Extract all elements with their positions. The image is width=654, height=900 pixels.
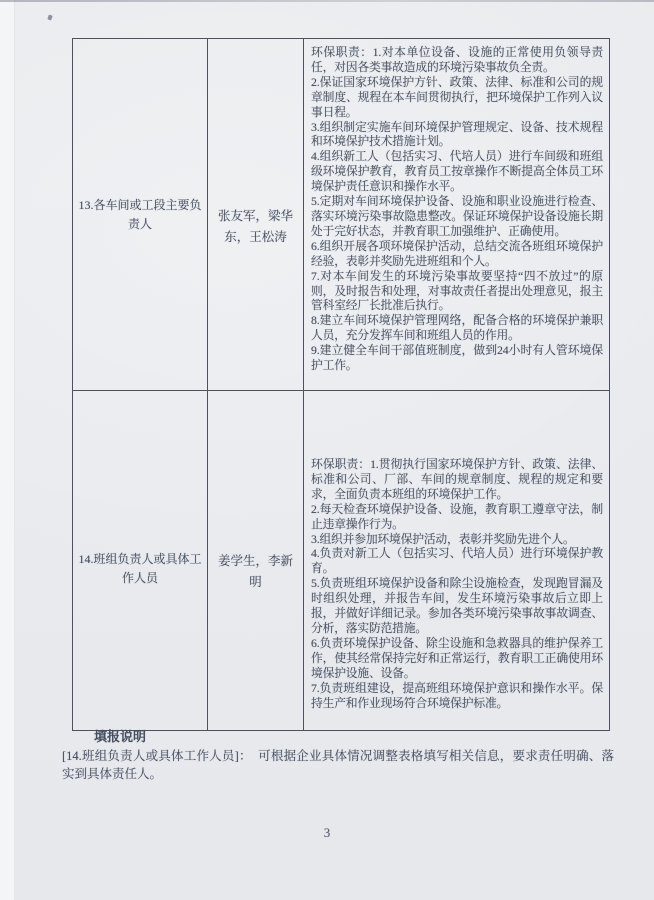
duty-item: 环保职责：1.对本单位设备、设施的正常使用负领导责任，对因各类事故造成的环境污染事故负全责。 bbox=[311, 45, 603, 74]
duties-list bbox=[311, 45, 603, 373]
table-row-14 bbox=[73, 391, 610, 731]
duty-item: 7.对本车间发生的环境污染事故要坚持“四不放过”的原则，及时报告和处理，对事故责任者提出处理意见，报主管科室经厂长批准后执行。 bbox=[311, 268, 603, 313]
scan-top-edge bbox=[0, 0, 654, 2]
notes-title: 填报说明 bbox=[94, 729, 147, 744]
filling-instructions bbox=[62, 729, 614, 783]
duties-cell-13 bbox=[304, 39, 610, 391]
duty-item: 2.保证国家环境保护方针、政策、法律、标准和公司的规章制度、规程在本车间贯彻执行，把环境保护工作列入议事日程。 bbox=[311, 74, 603, 119]
role-label: 13.各车间或工段主要负责人 bbox=[78, 197, 202, 231]
names-cell-13 bbox=[208, 39, 304, 391]
duties-list bbox=[311, 457, 603, 710]
duty-item: 6.负责环境保护设备、除尘设施和急救器具的维护保养工作，使其经常保持完好和正常运行，教育职工正确使用环境保护设施、设备。 bbox=[311, 635, 603, 680]
notes-item: [14.班组负责人或具体工作人员]： 可根据企业具体情况调整表格填写相关信息，要求责任明确、落实到具体责任人。 bbox=[62, 749, 614, 781]
role-cell-13 bbox=[73, 39, 208, 391]
duty-item: 9.建立健全车间干部值班制度，做到24小时有人管环境保护工作。 bbox=[311, 343, 603, 373]
duty-item: 3.组织制定实施车间环境保护管理规定、设备、技术规程和环境保护技术措施计划。 bbox=[311, 119, 603, 149]
duties-cell-14 bbox=[304, 391, 610, 731]
duty-item: 环保职责：1.贯彻执行国家环境保护方针、政策、法律、标准和公司、厂部、车间的规章制度、规程的规定和要求，全面负责本班组的环境保护工作。 bbox=[311, 457, 603, 501]
duty-item: 7.负责班组建设，提高班组环境保护意识和操作水平。保持生产和作业现场符合环境保护标准。 bbox=[311, 680, 603, 710]
responsibility-table bbox=[72, 38, 610, 731]
duty-item: 8.建立车间环境保护管理网络，配备合格的环境保护兼职人员，充分发挥车间和班组人员的作用。 bbox=[311, 313, 603, 343]
duty-item: 2.每天检查环境保护设备、设施，教育职工遵章守法，制止违章操作行为。 bbox=[311, 501, 603, 531]
scan-left-edge bbox=[0, 0, 15, 900]
duty-item: 5.定期对车间环境保护设备、设施和职业设施进行检查、落实环境污染事故隐患整改。保证环境保护设备设施长期处于完好状态，并教育职工加强维护、正确使用。 bbox=[311, 194, 603, 238]
names-cell-14 bbox=[208, 391, 304, 731]
duty-item: 6.组织开展各项环境保护活动，总结交流各班组环境保护经验，表彰并奖励先进班组和个人。 bbox=[311, 238, 603, 268]
role-cell-14 bbox=[73, 391, 208, 731]
table-row-13 bbox=[73, 39, 610, 391]
duty-item: 3.组织并参加环境保护活动，表彰并奖励先进个人。 bbox=[311, 531, 575, 546]
page-number: 3 bbox=[323, 825, 331, 840]
duty-item: 5.负责班组环境保护设备和除尘设施检查，发现跑冒漏及时组织处理，并报告车间，发生环境污染事故后立即上报，并做好详细记录。参加各类环境污染事故事故调查、分析，落实防范措施。 bbox=[311, 576, 603, 635]
role-label: 14.班组负责人或具体工作人员 bbox=[78, 551, 202, 585]
names-text: 姜学生，李新明 bbox=[218, 553, 294, 589]
duty-item: 4.组织新工人（包括实习、代培人员）进行车间级和班组级环境保护教育，教育员工按章操作不断提高全体员工环境保护责任意识和操作水平。 bbox=[311, 149, 603, 194]
duty-item: 4.负责对新工人（包括实习、代培人员）进行环境保护教育。 bbox=[311, 546, 603, 576]
scan-speck bbox=[47, 14, 52, 20]
names-text: 张友军，梁华东，王松涛 bbox=[218, 208, 294, 244]
